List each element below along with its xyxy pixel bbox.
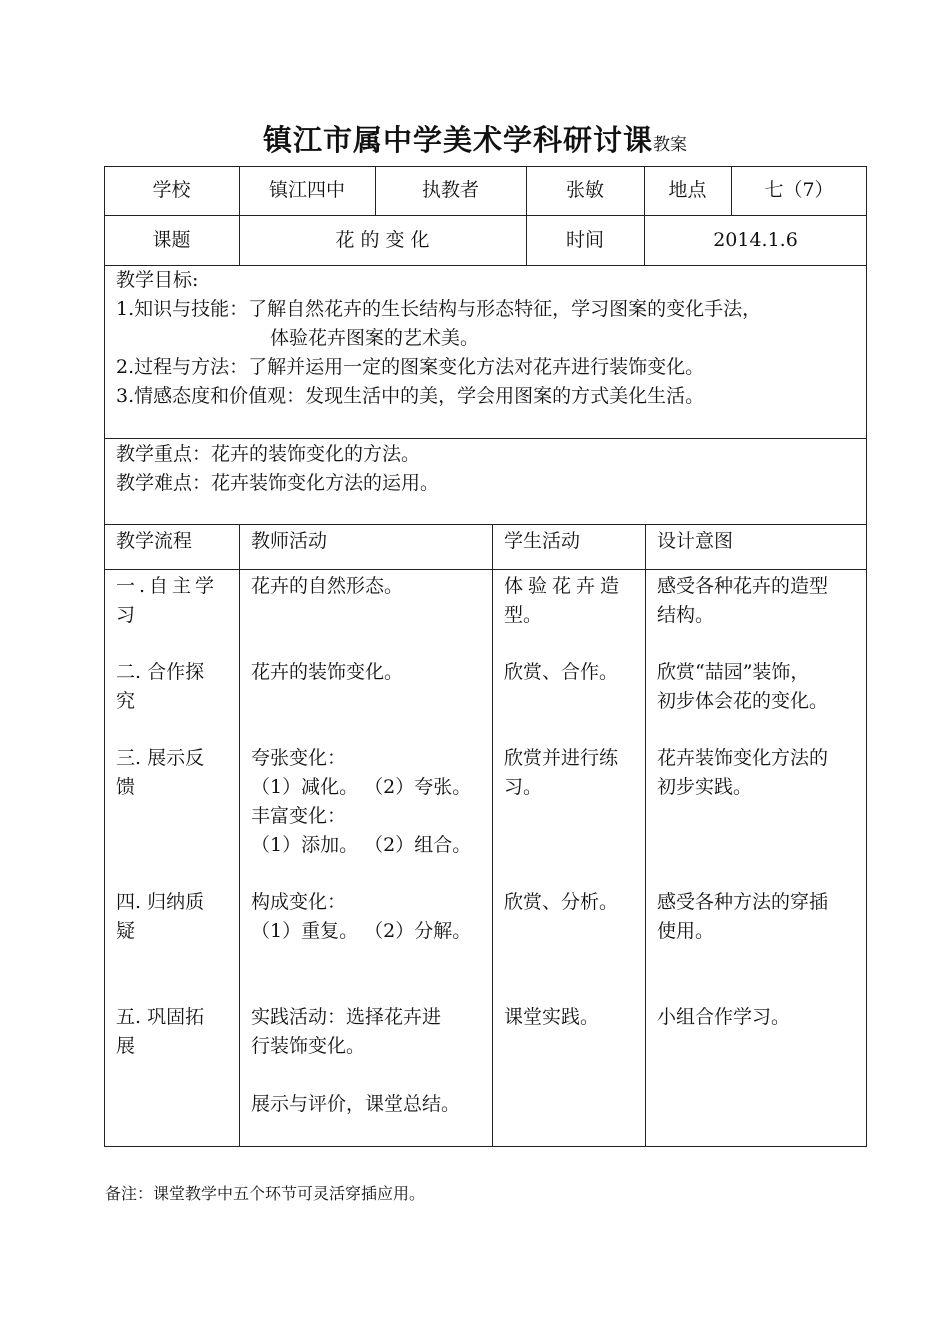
teacher-activity: 夸张变化： [251, 747, 347, 769]
title-suffix: 教案 [653, 135, 687, 155]
student-activity: 习。 [504, 776, 543, 798]
row-divider [104, 569, 867, 570]
time-label: 时间 [565, 229, 604, 251]
column-header: 教学流程 [116, 530, 193, 552]
teaching-difficulty: 教学难点：花卉装饰变化方法的运用。 [116, 472, 440, 494]
objectives-heading: 教学目标: [116, 269, 199, 291]
footnote: 备注：课堂教学中五个环节可灵活穿插应用。 [105, 1184, 426, 1203]
teacher-activity: 花卉的自然形态。 [251, 575, 404, 597]
process-step: 习 [116, 604, 136, 626]
col-divider [239, 524, 240, 1147]
location-label: 地点 [668, 179, 707, 201]
row-divider [104, 524, 867, 525]
col-divider [645, 524, 646, 1147]
process-step: 展 [116, 1035, 136, 1057]
process-step: 一.自主学 [116, 575, 219, 597]
row-divider [104, 215, 867, 216]
process-step: 馈 [116, 776, 136, 798]
teacher-activity: （1）重复。 （2）分解。 [251, 920, 472, 942]
objective-line: 3.情感态度和价值观：发现生活中的美，学会用图案的方式美化生活。 [116, 385, 705, 407]
row-divider [104, 265, 867, 266]
school-value: 镇江四中 [268, 179, 345, 201]
teacher-label: 执教者 [421, 179, 479, 201]
student-activity: 课堂实践。 [504, 1006, 600, 1028]
design-intent: 感受各种方法的穿插 [657, 891, 829, 913]
process-step: 三. 展示反 [116, 747, 205, 769]
teacher-activity: 行装饰变化。 [251, 1035, 366, 1057]
student-activity: 欣赏、分析。 [504, 891, 619, 913]
column-header: 教师活动 [251, 530, 328, 552]
teacher-activity: 花卉的装饰变化。 [251, 661, 404, 683]
student-activity: 型。 [504, 604, 543, 626]
teacher-activity: （1）添加。 （2）组合。 [251, 834, 472, 856]
column-header: 学生活动 [504, 530, 581, 552]
design-intent: 初步体会花的变化。 [657, 690, 829, 712]
design-intent: 花卉装饰变化方法的 [657, 747, 829, 769]
design-intent: 感受各种花卉的造型 [657, 575, 829, 597]
topic-label: 课题 [152, 229, 191, 251]
student-activity: 欣赏并进行练 [504, 747, 619, 769]
student-activity: 体验花卉造 [504, 575, 625, 597]
location-value: 七（7） [764, 179, 834, 201]
process-step: 二. 合作探 [116, 661, 205, 683]
objective-line: 2.过程与方法：了解并运用一定的图案变化方法对花卉进行装饰变化。 [116, 356, 705, 378]
title-main: 镇江市属中学美术学科研讨课 [262, 123, 653, 157]
teacher-activity: 实践活动：选择花卉进 [251, 1006, 442, 1028]
document-title [0, 118, 950, 159]
time-value: 2014.1.6 [713, 229, 798, 251]
row-divider [104, 438, 867, 439]
process-step: 疑 [116, 920, 136, 942]
teacher-activity: 构成变化： [251, 891, 347, 913]
process-step: 五. 巩固拓 [116, 1006, 205, 1028]
teacher-activity: 丰富变化： [251, 805, 347, 827]
student-activity: 欣赏、合作。 [504, 661, 619, 683]
teacher-value: 张敏 [565, 179, 604, 201]
column-header: 设计意图 [657, 530, 734, 552]
teacher-activity: （1）减化。 （2）夸张。 [251, 776, 472, 798]
design-intent: 欣赏“喆园”装饰， [657, 661, 810, 683]
teacher-activity: 展示与评价，课堂总结。 [251, 1093, 461, 1115]
process-step: 四. 归纳质 [116, 891, 205, 913]
design-intent: 初步实践。 [657, 776, 753, 798]
objective-line: 1.知识与技能：了解自然花卉的生长结构与形态特征，学习图案的变化手法， [116, 298, 762, 320]
col-divider [492, 524, 493, 1147]
process-step: 究 [116, 690, 136, 712]
design-intent: 小组合作学习。 [657, 1006, 791, 1028]
design-intent: 使用。 [657, 920, 715, 942]
school-label: 学校 [152, 179, 191, 201]
teaching-focus: 教学重点：花卉的装饰变化的方法。 [116, 443, 421, 465]
design-intent: 结构。 [657, 604, 715, 626]
topic-value: 花 的 变 化 [335, 229, 430, 251]
objective-line: 体验花卉图案的艺术美。 [270, 327, 480, 349]
